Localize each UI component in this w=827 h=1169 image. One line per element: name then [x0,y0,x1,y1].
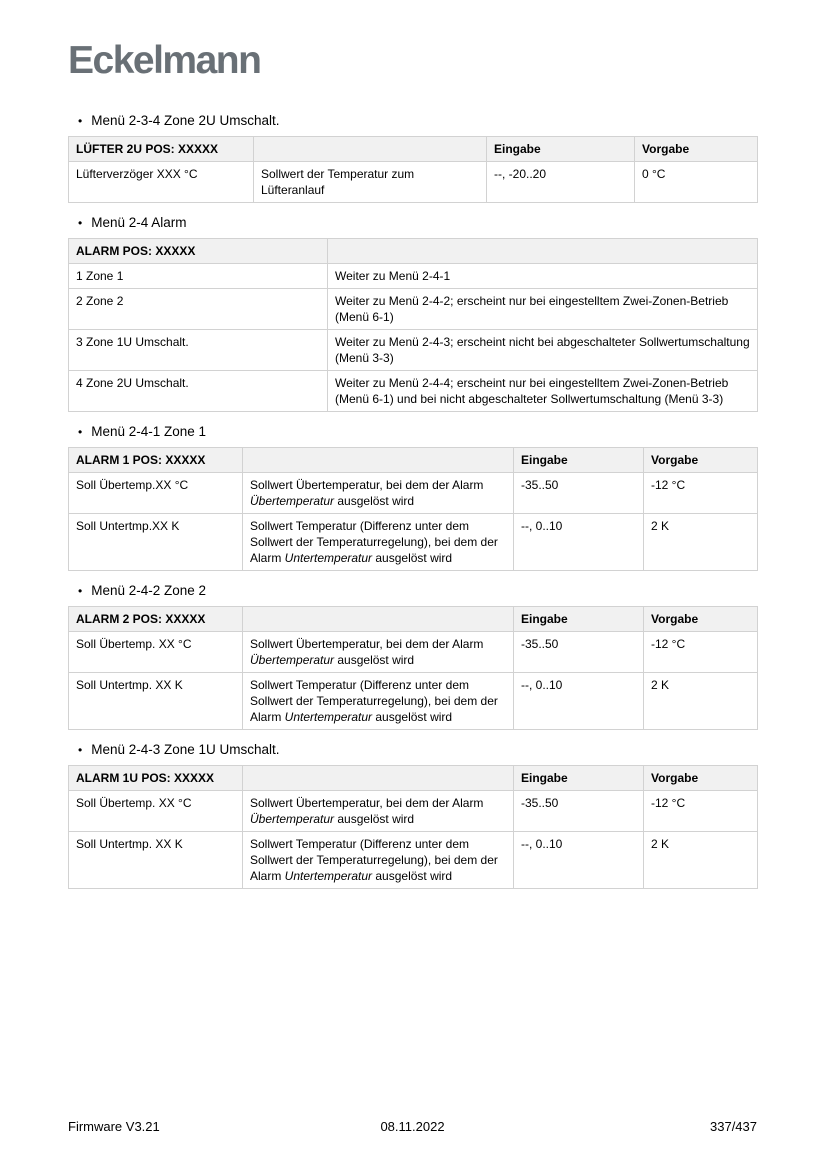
table-header-row [69,448,758,473]
table-header-row [69,137,758,162]
table-cell: Soll Untertmp. XX K [69,673,243,730]
table-cell: Sollwert Temperatur (Differenz unter dem Sollwert der Temperaturregelung), bei dem der Alarm Untertemperatur ausgelöst wird [243,832,514,889]
table-header-cell: ALARM 1 POS: XXXXX [69,448,243,473]
table-cell: Soll Übertemp. XX °C [69,632,243,673]
table-cell: Weiter zu Menü 2-4-3; erscheint nicht bei abgeschalteter Sollwertumschaltung (Menü 3-3) [328,330,758,371]
menu-table [68,136,758,203]
table-header-row [69,239,758,264]
menu-section [68,582,757,730]
table-cell: Sollwert Temperatur (Differenz unter dem Sollwert der Temperaturregelung), bei dem der Alarm Untertemperatur ausgelöst wird [243,514,514,571]
table-header-row [69,766,758,791]
table-row [69,289,758,330]
content-sections [68,112,757,900]
table-row [69,832,758,889]
menu-section [68,214,757,412]
table-header-cell [328,239,758,264]
table-cell: -12 °C [644,632,758,673]
eckelmann-logo: Eckelmann [68,39,261,82]
table-header-cell: ALARM 2 POS: XXXXX [69,607,243,632]
section-heading-text: Menü 2-4-1 Zone 1 [91,424,207,439]
table-row [69,371,758,412]
table-cell: Sollwert Übertemperatur, bei dem der Alarm Übertemperatur ausgelöst wird [243,473,514,514]
page-footer [68,1119,757,1135]
table-header-cell: Vorgabe [644,766,758,791]
table-header-cell [243,766,514,791]
table-cell: 0 °C [635,162,758,203]
table-header-cell: Eingabe [514,766,644,791]
footer-firmware-version: Firmware V3.21 [68,1119,160,1134]
table-cell: -12 °C [644,473,758,514]
table-header-row [69,607,758,632]
table-header-cell: ALARM 1U POS: XXXXX [69,766,243,791]
table-row [69,632,758,673]
menu-section [68,741,757,889]
table-cell: 2 K [644,832,758,889]
table-header-cell [243,448,514,473]
table-cell: 4 Zone 2U Umschalt. [69,371,328,412]
bullet-icon: • [78,743,83,757]
table-cell: Weiter zu Menü 2-4-1 [328,264,758,289]
table-cell: 1 Zone 1 [69,264,328,289]
section-heading [78,741,757,759]
section-heading-text: Menü 2-4-3 Zone 1U Umschalt. [91,742,280,757]
table-cell: --, 0..10 [514,832,644,889]
menu-table [68,238,758,412]
table-cell: Sollwert der Temperatur zum Lüfteranlauf [254,162,487,203]
table-header-cell [254,137,487,162]
table-cell: Weiter zu Menü 2-4-2; erscheint nur bei eingestelltem Zwei-Zonen-Betrieb (Menü 6-1) [328,289,758,330]
table-cell: Soll Übertemp. XX °C [69,791,243,832]
table-row [69,330,758,371]
table-cell: 2 K [644,514,758,571]
table-header-cell: Eingabe [514,607,644,632]
table-cell: -35..50 [514,791,644,832]
table-cell: Weiter zu Menü 2-4-4; erscheint nur bei eingestelltem Zwei-Zonen-Betrieb (Menü 6-1) und bei nicht abgeschalteter Sollwertumschaltung (Menü 3-3) [328,371,758,412]
table-row [69,514,758,571]
table-cell: 2 K [644,673,758,730]
table-header-cell: LÜFTER 2U POS: XXXXX [69,137,254,162]
bullet-icon: • [78,114,83,128]
section-heading [78,112,757,130]
table-cell: Sollwert Übertemperatur, bei dem der Alarm Übertemperatur ausgelöst wird [243,632,514,673]
table-header-cell [243,607,514,632]
table-cell: 3 Zone 1U Umschalt. [69,330,328,371]
table-cell: --, 0..10 [514,673,644,730]
table-cell: Lüfterverzöger XXX °C [69,162,254,203]
bullet-icon: • [78,584,83,598]
table-cell: Sollwert Temperatur (Differenz unter dem Sollwert der Temperaturregelung), bei dem der Alarm Untertemperatur ausgelöst wird [243,673,514,730]
bullet-icon: • [78,425,83,439]
table-cell: 2 Zone 2 [69,289,328,330]
table-row [69,162,758,203]
table-row [69,473,758,514]
table-header-cell: Vorgabe [644,607,758,632]
table-cell: Soll Untertmp.XX K [69,514,243,571]
section-heading [78,214,757,232]
table-header-cell: Eingabe [514,448,644,473]
footer-page-number: 337/437 [710,1119,757,1134]
bullet-icon: • [78,216,83,230]
table-cell: -35..50 [514,632,644,673]
table-header-cell: Vorgabe [635,137,758,162]
footer-date: 08.11.2022 [380,1119,445,1134]
table-cell: -12 °C [644,791,758,832]
menu-table [68,606,758,730]
table-header-cell: ALARM POS: XXXXX [69,239,328,264]
table-row [69,264,758,289]
section-heading-text: Menü 2-4 Alarm [91,215,187,230]
table-cell: Sollwert Übertemperatur, bei dem der Alarm Übertemperatur ausgelöst wird [243,791,514,832]
table-cell: --, -20..20 [487,162,635,203]
menu-section [68,423,757,571]
menu-table [68,765,758,889]
table-row [69,673,758,730]
menu-table [68,447,758,571]
table-header-cell: Vorgabe [644,448,758,473]
section-heading-text: Menü 2-4-2 Zone 2 [91,583,207,598]
table-row [69,791,758,832]
table-cell: --, 0..10 [514,514,644,571]
table-cell: -35..50 [514,473,644,514]
section-heading [78,423,757,441]
section-heading [78,582,757,600]
table-cell: Soll Untertmp. XX K [69,832,243,889]
section-heading-text: Menü 2-3-4 Zone 2U Umschalt. [91,113,280,128]
table-cell: Soll Übertemp.XX °C [69,473,243,514]
table-header-cell: Eingabe [487,137,635,162]
menu-section [68,112,757,203]
